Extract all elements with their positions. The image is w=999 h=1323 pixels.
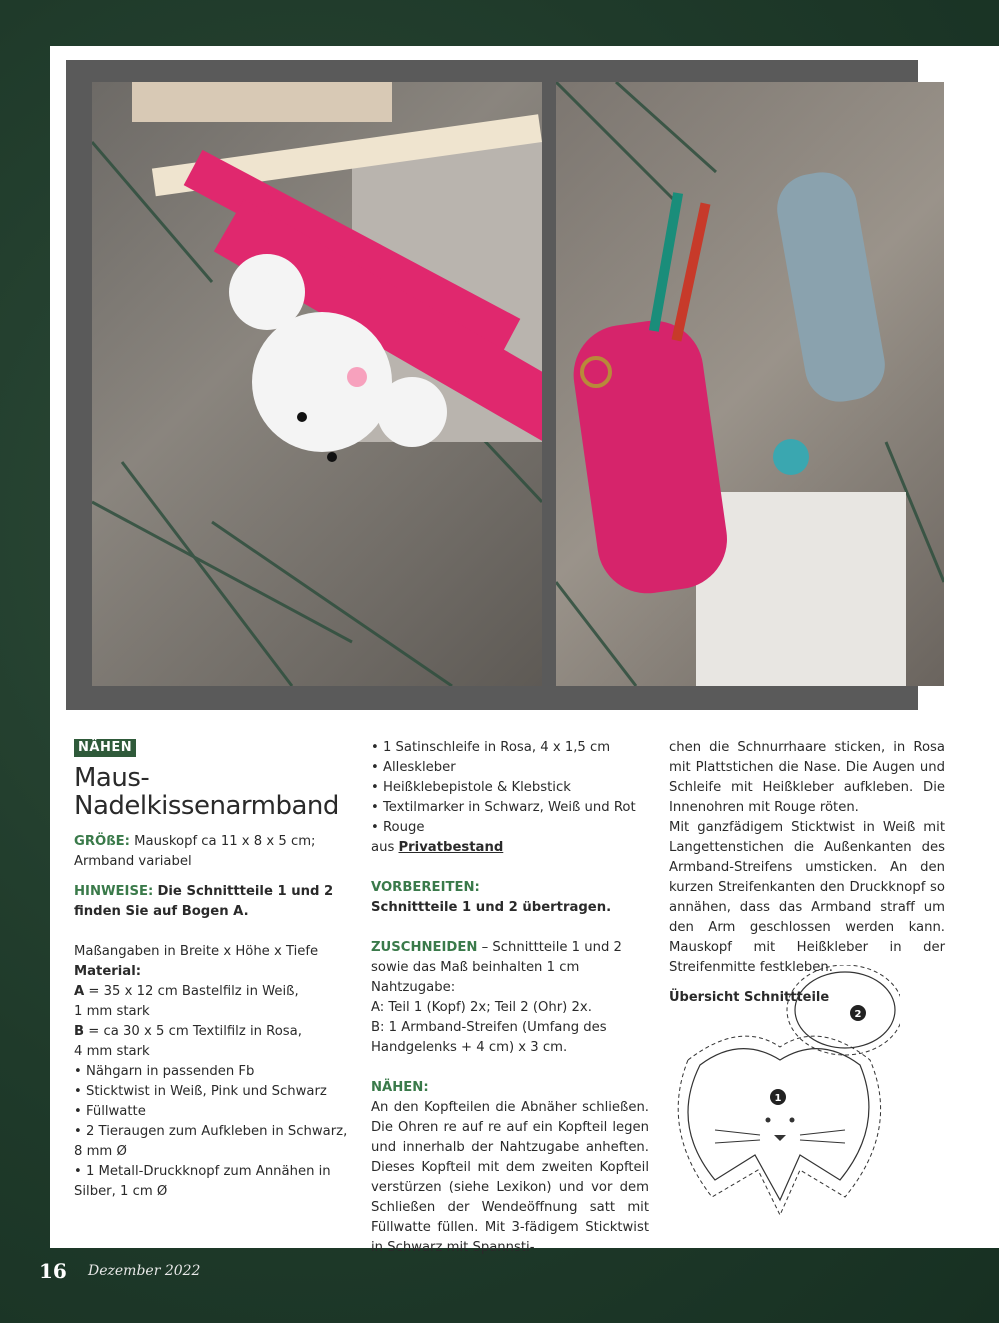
material-bullet: • Heißklebepistole & Klebstick bbox=[371, 780, 571, 795]
material-bullet: Silber, 1 cm Ø bbox=[74, 1184, 168, 1199]
page-number: 16 bbox=[39, 1259, 67, 1283]
sew-text: An den Kopfteilen die Abnäher schließen. Die Ohren re auf re auf ein Kopfteil legen und innerhalb der Nahtzugabe anheften. Dieses Kopfteil mit dem zweiten Kopfteil verstürzen (siehe Lexikon) und vor dem Schließen der Wendeöffnung satt mit Füllwatte füllen. Mit 3-fädigem Sticktwist in Schwarz mit Spannsti- bbox=[371, 1100, 649, 1255]
private-note: aus Privatbestand bbox=[371, 840, 504, 855]
section-tag: NÄHEN bbox=[74, 739, 136, 757]
material-bullet: • 1 Metall-Druckknopf zum Annähen in bbox=[74, 1164, 331, 1179]
issue-label: Dezember 2022 bbox=[88, 1263, 201, 1279]
material-bullet: • Alleskleber bbox=[371, 760, 456, 775]
label-2: 2 bbox=[854, 1009, 862, 1020]
material-bullet: • 2 Tieraugen zum Aufkleben in Schwarz, bbox=[74, 1124, 348, 1139]
col3-para2: Mit ganzfädigem Sticktwist in Weiß mit Langettenstichen die Außenkanten des Armband-Streifens umsticken. An den kurzen Streifenkanten den Druckknopf so annähen, dass das Armband straff um den Arm geschlossen werden kann. Mauskopf mit Heißkleber in der Streifenmitte festkleben. bbox=[669, 820, 945, 975]
bullets-col2 bbox=[371, 738, 649, 838]
pattern-diagram bbox=[660, 965, 900, 1225]
material-bullet: • Sticktwist in Weiß, Pink und Schwarz bbox=[74, 1084, 327, 1099]
cut-a: A: Teil 1 (Kopf) 2x; Teil 2 (Ohr) 2x. bbox=[371, 1000, 592, 1015]
material-item: A = 35 x 12 cm Bastelfilz in Weiß, bbox=[74, 984, 299, 999]
material-item: 4 mm stark bbox=[74, 1044, 150, 1059]
column-2 bbox=[371, 738, 649, 1258]
page-title: Maus- Nadelkissenarmband bbox=[74, 763, 339, 821]
bullets-col1 bbox=[74, 1062, 354, 1202]
material-bullet: • Textilmarker in Schwarz, Weiß und Rot bbox=[371, 800, 636, 815]
diagram-title: Übersicht Schnittteile bbox=[669, 990, 830, 1005]
material-bullet: • Nähgarn in passenden Fb bbox=[74, 1064, 255, 1079]
material-item: B = ca 30 x 5 cm Textilfilz in Rosa, bbox=[74, 1024, 302, 1039]
photo-mouse-pincushion bbox=[92, 82, 542, 686]
materials-list bbox=[74, 982, 354, 1062]
material-bullet: • 1 Satinschleife in Rosa, 4 x 1,5 cm bbox=[371, 740, 611, 755]
prepare-text: Schnittteile 1 und 2 übertragen. bbox=[371, 900, 612, 915]
material-item: 1 mm stark bbox=[74, 1004, 150, 1019]
material-label: Material: bbox=[74, 964, 141, 979]
head-piece-outline bbox=[688, 1049, 869, 1200]
label-1: 1 bbox=[774, 1093, 782, 1104]
sew-label: NÄHEN: bbox=[371, 1080, 429, 1095]
col3-para1: chen die Schnurrhaare sticken, in Rosa mit Plattstichen die Nase. Die Augen und Schleife mit Heißkleber aufkleben. Die Innenohren mit Rouge röten. bbox=[669, 740, 945, 815]
material-bullet: • Rouge bbox=[371, 820, 425, 835]
notes: HINWEISE: Die Schnittteile 1 und 2 finden Sie auf Bogen A. bbox=[74, 884, 334, 919]
size-info: GRÖßE: Mauskopf ca 11 x 8 x 5 cm; bbox=[74, 834, 316, 849]
footer bbox=[0, 1250, 999, 1323]
prepare-label: VORBEREITEN: bbox=[371, 880, 480, 895]
cut-section: ZUSCHNEIDEN – Schnittteile 1 und 2 sowie das Maß beinhalten 1 cm Nahtzugabe: bbox=[371, 940, 622, 995]
cut-b: B: 1 Armband-Streifen (Umfang des Handgelenks + 4 cm) x 3 cm. bbox=[371, 1020, 607, 1055]
column-1: NÄHEN Maus- Nadelkissenarmband GRÖßE: Mauskopf ca 11 x 8 x 5 cm; Armband variabel HINWEISE: Die Schnittteile 1 und 2 finden Sie auf Bogen A. Maßangaben in Breite x Höhe x Tiefe Material: A = 35 x 12 cm Bastelfilz in Weiß, 1 mm stark B = ca 30 x 5 cm Textilfilz in Rosa, 4 mm stark • Nähgarn in passenden Fb • Sticktwist in Weiß, Pink und Schwarz • Füllwatte • 2 Tieraugen zum Aufkleben in Schwarz, 8 mm Ø • 1 Metall-Druckknopf zum Annähen in Silber, 1 cm Ø bbox=[74, 738, 354, 1202]
photo-crochet-case bbox=[556, 82, 944, 686]
material-bullet: • Füllwatte bbox=[74, 1104, 146, 1119]
column-3 bbox=[669, 738, 945, 978]
material-bullet: 8 mm Ø bbox=[74, 1144, 127, 1159]
measure-note: Maßangaben in Breite x Höhe x Tiefe bbox=[74, 944, 319, 959]
